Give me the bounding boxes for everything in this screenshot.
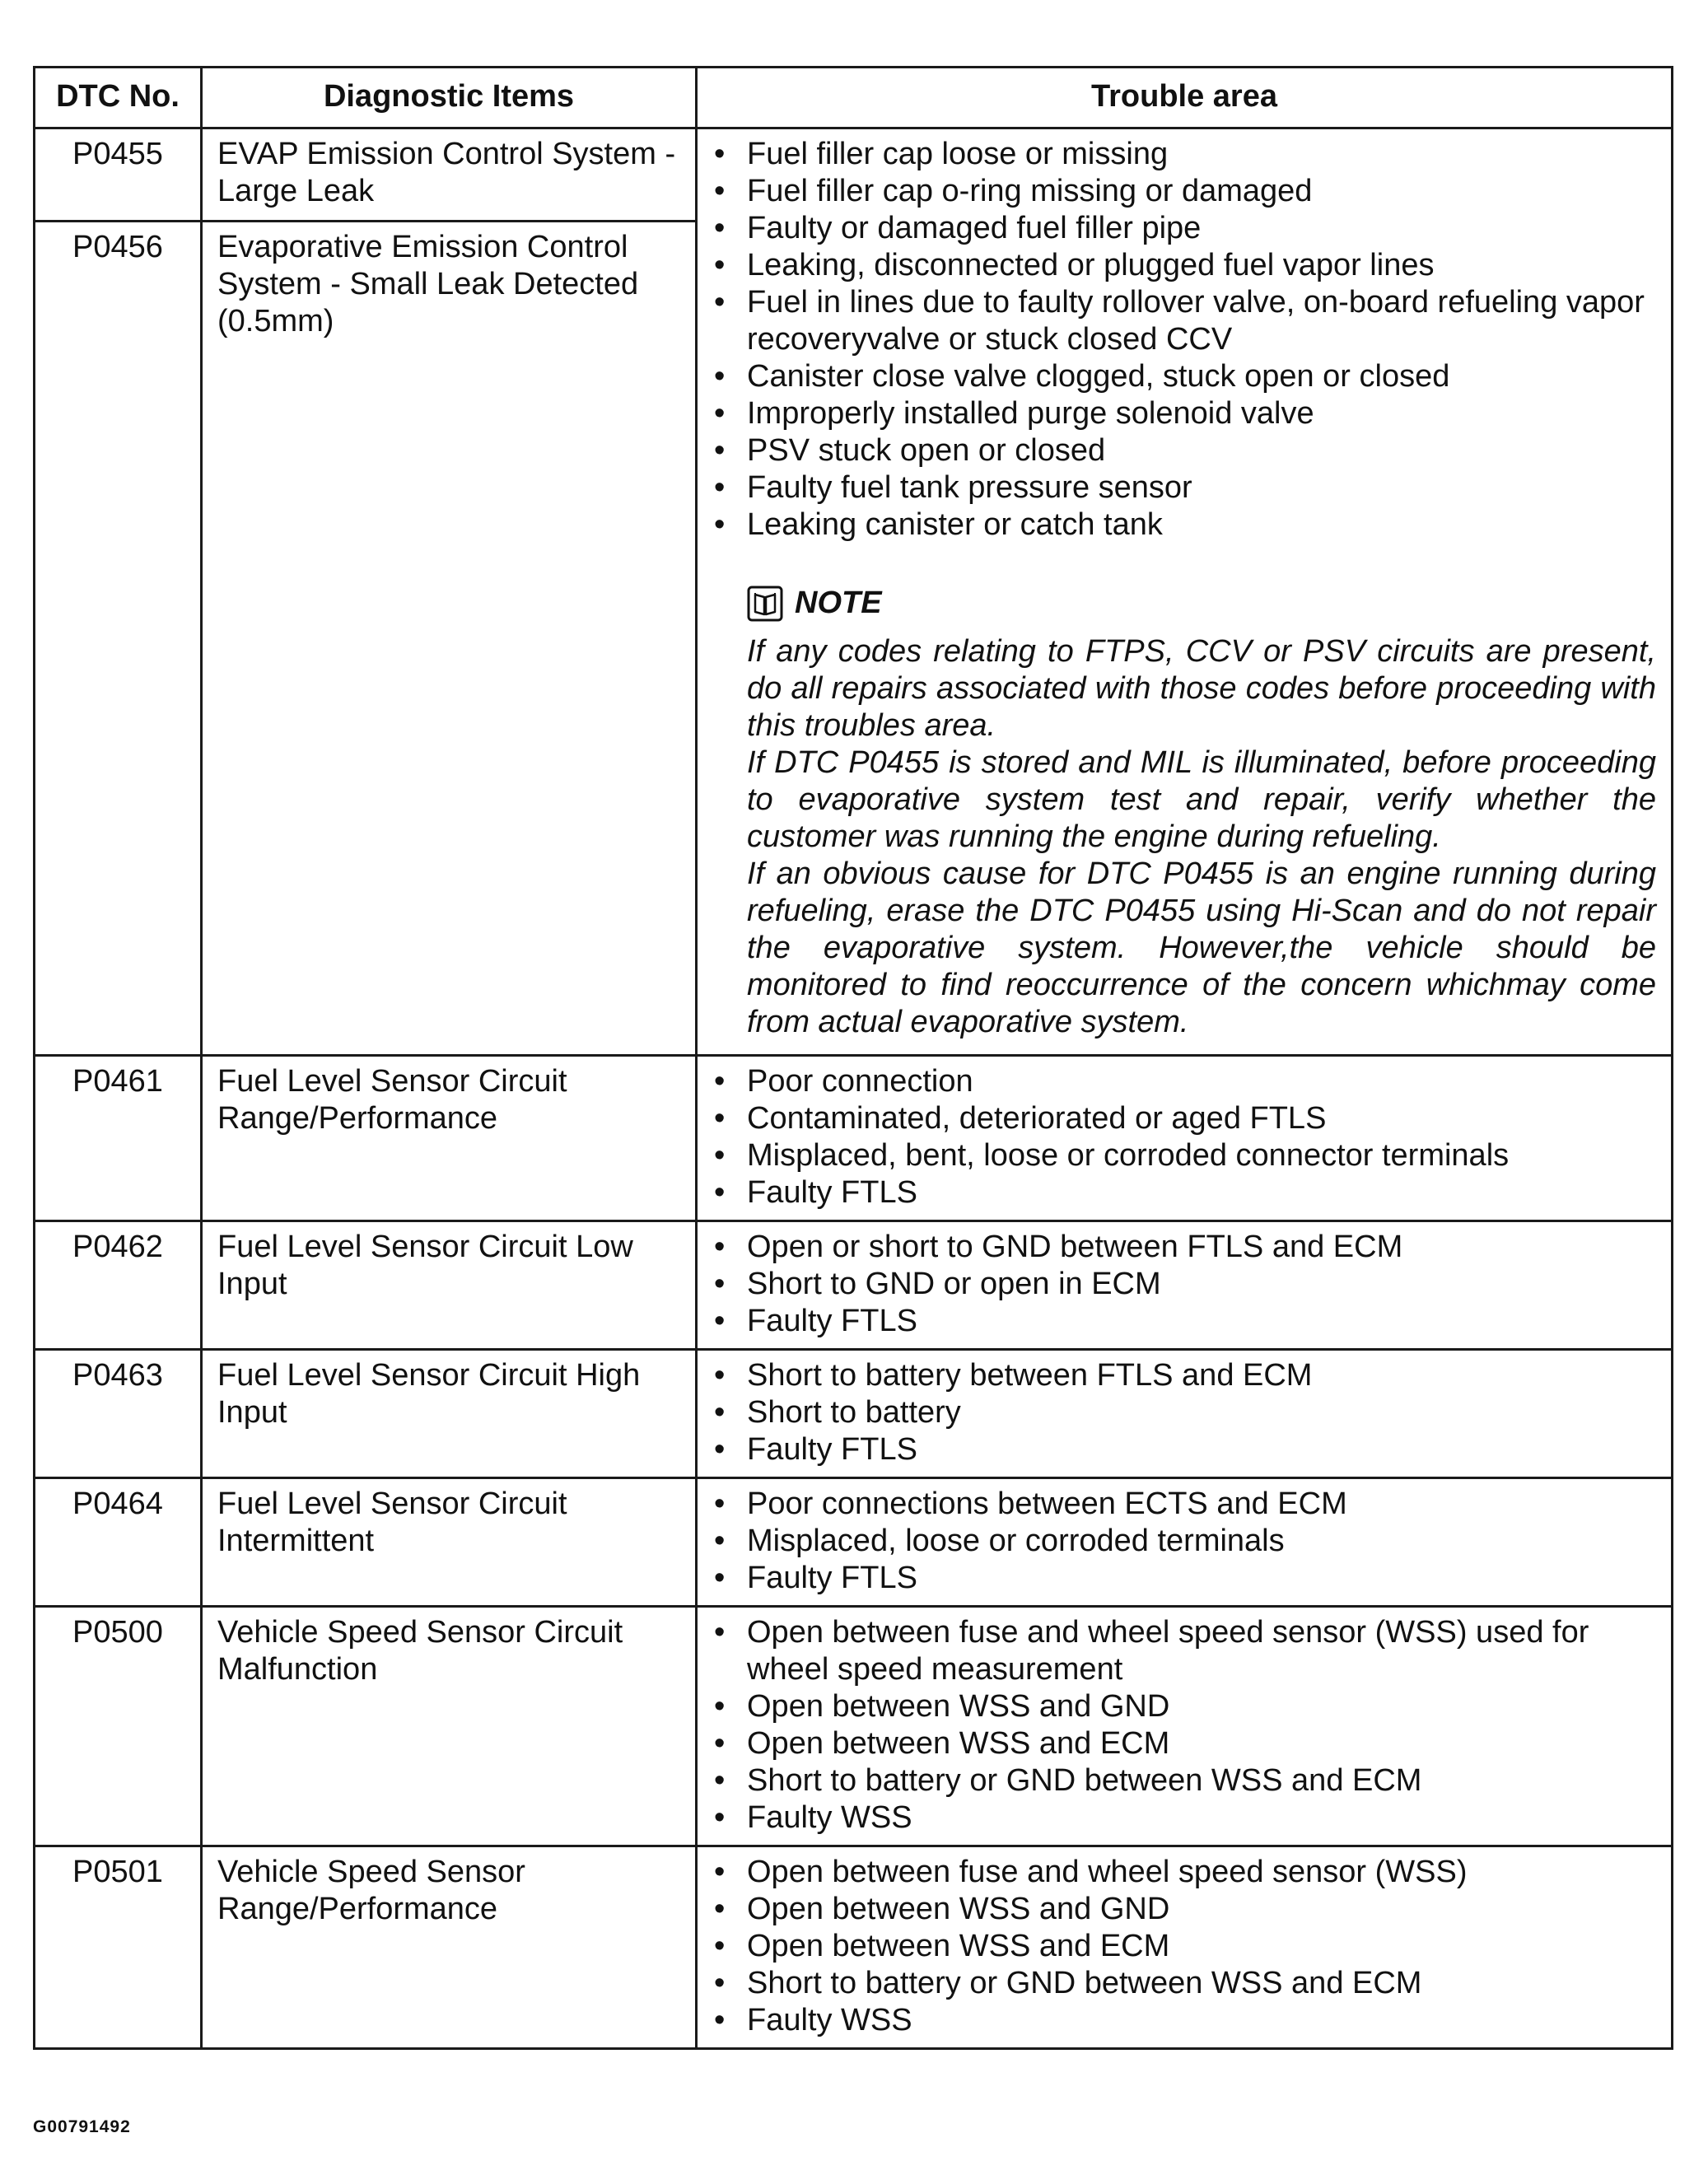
note-paragraph: If any codes relating to FTPS, CCV or PSV circuits are present, do all repairs associated with those codes before proceeding with this troubles area.	[747, 634, 1656, 743]
note-title: NOTE	[795, 586, 882, 620]
list-item: • Fuel in lines due to faulty rollover valve, on-board refueling vapor recoveryvalve or stuck closed CCV	[712, 284, 1656, 358]
dtc-code: P0461	[35, 1056, 202, 1221]
list-item: • Faulty FTLS	[712, 1431, 1656, 1468]
trouble-list	[712, 1854, 1656, 2039]
table-row	[35, 1607, 1673, 1846]
table-row	[35, 1846, 1673, 2049]
trouble-list	[712, 1229, 1656, 1340]
table-row	[35, 1221, 1673, 1350]
trouble-area	[697, 1350, 1673, 1478]
list-item: • Faulty WSS	[712, 2002, 1656, 2039]
diagnostic-item: Fuel Level Sensor Circuit Range/Performance	[202, 1056, 697, 1221]
list-item: • Contaminated, deteriorated or aged FTLS	[712, 1100, 1656, 1137]
trouble-list	[712, 1486, 1656, 1597]
note-paragraph: If DTC P0455 is stored and MIL is illuminated, before proceeding to evaporative system test and repair, verify whether the customer was running the engine during refueling.	[747, 745, 1656, 854]
list-item: • Fuel filler cap o-ring missing or damaged	[712, 173, 1656, 210]
list-item: • Open between WSS and ECM	[712, 1928, 1656, 1965]
header-trouble-area: Trouble area	[697, 68, 1673, 128]
header-diagnostic-items: Diagnostic Items	[202, 68, 697, 128]
list-item: • Short to battery or GND between WSS and ECM	[712, 1762, 1656, 1799]
list-item: • Fuel filler cap loose or missing	[712, 136, 1656, 173]
dtc-table	[33, 66, 1673, 2050]
list-item: • Open or short to GND between FTLS and ECM	[712, 1229, 1656, 1266]
list-item: • Poor connections between ECTS and ECM	[712, 1486, 1656, 1523]
figure-id: G00791492	[33, 2117, 131, 2136]
trouble-list	[712, 1063, 1656, 1211]
list-item: • Misplaced, bent, loose or corroded connector terminals	[712, 1137, 1656, 1174]
list-item: • Faulty WSS	[712, 1799, 1656, 1837]
list-item: • Faulty fuel tank pressure sensor	[712, 469, 1656, 506]
trouble-area	[697, 1056, 1673, 1221]
list-item: • Leaking, disconnected or plugged fuel vapor lines	[712, 247, 1656, 284]
dtc-code: P0462	[35, 1221, 202, 1350]
trouble-list	[712, 136, 1656, 544]
note-heading	[747, 585, 1656, 622]
list-item: • Faulty FTLS	[712, 1303, 1656, 1340]
trouble-area	[697, 1221, 1673, 1350]
list-item: • Open between WSS and GND	[712, 1891, 1656, 1928]
list-item: • Open between WSS and GND	[712, 1688, 1656, 1725]
table-row	[35, 1350, 1673, 1478]
list-item: • Short to battery between FTLS and ECM	[712, 1357, 1656, 1394]
list-item: • Canister close valve clogged, stuck open or closed	[712, 358, 1656, 395]
diagnostic-item: EVAP Emission Control System - Large Leak	[202, 128, 697, 222]
diagnostic-item: Fuel Level Sensor Circuit Low Input	[202, 1221, 697, 1350]
table-row	[35, 1056, 1673, 1221]
dtc-code: P0456	[35, 222, 202, 1056]
trouble-list	[712, 1614, 1656, 1837]
list-item: • Misplaced, loose or corroded terminals	[712, 1523, 1656, 1560]
diagnostic-item: Fuel Level Sensor Circuit Intermittent	[202, 1478, 697, 1607]
dtc-code: P0501	[35, 1846, 202, 2049]
list-item: • Short to battery or GND between WSS and ECM	[712, 1965, 1656, 2002]
dtc-code: P0464	[35, 1478, 202, 1607]
list-item: • Improperly installed purge solenoid valve	[712, 395, 1656, 432]
table-row	[35, 1478, 1673, 1607]
note-body	[747, 633, 1656, 1041]
diagnostic-item: Fuel Level Sensor Circuit High Input	[202, 1350, 697, 1478]
trouble-area	[697, 1607, 1673, 1846]
list-item: • Short to battery	[712, 1394, 1656, 1431]
note-paragraph: If an obvious cause for DTC P0455 is an engine running during refueling, erase the DTC P0455 using Hi-Scan and do not repair the evaporative system. However,the vehicle should be monitored to find reoccurrence of the concern whichmay come from actual evaporative system.	[747, 856, 1656, 1039]
dtc-code: P0455	[35, 128, 202, 222]
diagnostic-item: Evaporative Emission Control System - Small Leak Detected (0.5mm)	[202, 222, 697, 1056]
trouble-area-evap	[697, 128, 1673, 1056]
list-item: • PSV stuck open or closed	[712, 432, 1656, 469]
list-item: • Leaking canister or catch tank	[712, 506, 1656, 544]
trouble-list	[712, 1357, 1656, 1468]
table-row	[35, 128, 1673, 222]
list-item: • Open between fuse and wheel speed sensor (WSS) used for wheel speed measurement	[712, 1614, 1656, 1688]
diagnostic-item: Vehicle Speed Sensor Range/Performance	[202, 1846, 697, 2049]
book-icon	[747, 586, 783, 622]
list-item: • Faulty or damaged fuel filler pipe	[712, 210, 1656, 247]
list-item: • Open between WSS and ECM	[712, 1725, 1656, 1762]
list-item: • Open between fuse and wheel speed sensor (WSS)	[712, 1854, 1656, 1891]
dtc-code: P0463	[35, 1350, 202, 1478]
table-header-row	[35, 68, 1673, 128]
list-item: • Faulty FTLS	[712, 1560, 1656, 1597]
diagnostic-item: Vehicle Speed Sensor Circuit Malfunction	[202, 1607, 697, 1846]
list-item: • Poor connection	[712, 1063, 1656, 1100]
trouble-area	[697, 1846, 1673, 2049]
trouble-area	[697, 1478, 1673, 1607]
list-item: • Faulty FTLS	[712, 1174, 1656, 1211]
list-item: • Short to GND or open in ECM	[712, 1266, 1656, 1303]
header-dtc-no: DTC No.	[35, 68, 202, 128]
dtc-code: P0500	[35, 1607, 202, 1846]
